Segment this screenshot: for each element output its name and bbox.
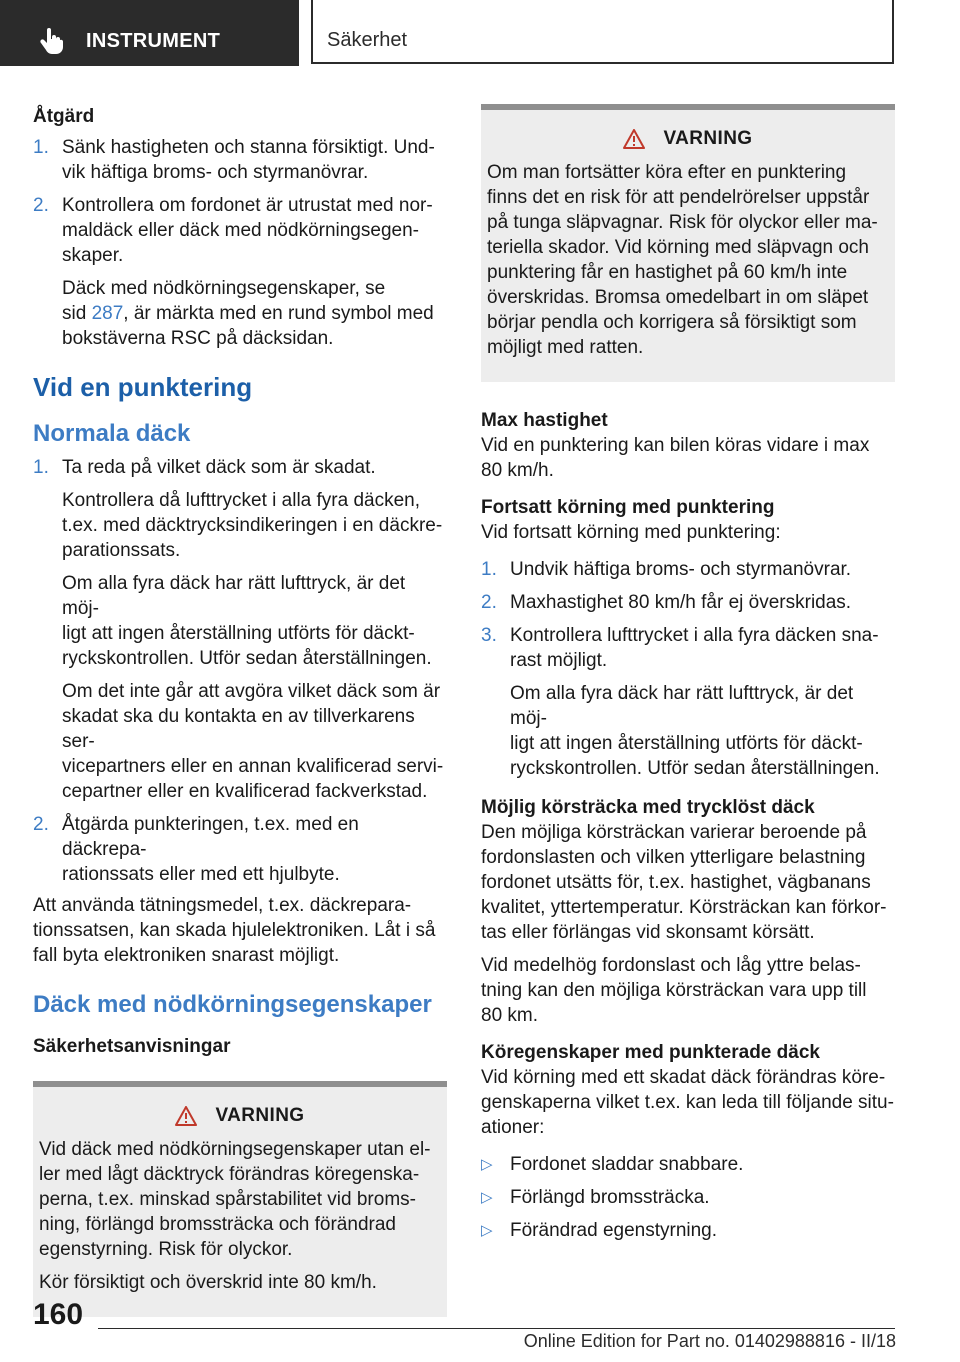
list-number: 2.: [481, 592, 497, 613]
mojlig-korstracka-heading: Möjlig körsträcka med trycklöst däck: [481, 797, 815, 818]
header-section-tab: [0, 0, 299, 66]
warning-label: VARNING: [663, 128, 753, 149]
list-number: 2.: [33, 195, 49, 216]
footer-divider: [98, 1328, 895, 1329]
heading-normala-dack: Normala däck: [33, 420, 191, 447]
edition-footer: Online Edition for Part no. 01402988816 - II/18: [523, 1331, 896, 1351]
list-number: 2.: [33, 814, 49, 835]
list-number: 1.: [481, 559, 497, 580]
list-item: 1. Sänk hastigheten och stanna försiktigt. Und- vik häftiga broms- och styrmanövrar.: [33, 137, 435, 183]
list-item: ▷ Fordonet sladdar snabbare.: [481, 1154, 744, 1175]
bullet-triangle-icon: ▷: [481, 1156, 493, 1173]
warning-box: VARNING Om man fortsätter köra efter en punktering finns det en risk för att pendelrörelser uppstår på tunga släpvagnar. Risk för olyckor eller ma- teriella skador. Vid körning med släpvagn och punktering får en hastighet på 60 km/h inte överskridas. Bromsa omedelbart in om släpet börjar pendla och korrigera så försiktigt som möjligt med ratten.: [481, 104, 895, 382]
list-item: 2. Åtgärda punkteringen, t.ex. med en däckrepa- rationssats eller med ett hjulbyte.: [33, 814, 359, 885]
heading-vid-en-punktering: Vid en punktering: [33, 372, 253, 402]
hand-pointer-icon: [40, 28, 64, 54]
atgard-heading: Åtgärd: [33, 106, 95, 127]
heading-nodkorning: Däck med nödkörningsegenskaper: [33, 991, 432, 1018]
warning-label: VARNING: [215, 1105, 305, 1126]
list-item: ▷ Förändrad egenstyrning.: [481, 1220, 718, 1241]
fortsatt-list: [481, 557, 895, 781]
warning-triangle-icon: [623, 129, 645, 149]
list-number: 1.: [33, 137, 49, 158]
page-reference-link[interactable]: 287: [91, 303, 124, 324]
bullet-triangle-icon: ▷: [481, 1222, 493, 1239]
chapter-title: Säkerhet: [327, 29, 408, 51]
atgard-list: [33, 135, 447, 351]
koregenskaper-bullets: [481, 1152, 895, 1243]
fortsatt-heading: Fortsatt körning med punktering: [481, 497, 775, 518]
section-title: INSTRUMENT: [86, 30, 221, 52]
tatning-paragraph: Att använda tätningsmedel, t.ex. däckrepara- tionssatsen, kan skada hjulelektroniken. Låt i så fall byta elektroniken snarast möjligt.: [33, 895, 436, 966]
koregenskaper-heading: Köregenskaper med punkterade däck: [481, 1042, 820, 1063]
list-item: ▷ Förlängd bromssträcka.: [481, 1187, 710, 1208]
list-item: 2. Maxhastighet 80 km/h får ej överskridas.: [481, 592, 852, 613]
bullet-triangle-icon: ▷: [481, 1189, 493, 1206]
list-number: 1.: [33, 457, 49, 478]
normala-list: [33, 455, 447, 887]
list-item: 2. Kontrollera om fordonet är utrustat med nor- maldäck eller däck med nödkörningsegen- skaper. Däck med nödkörningsegenskaper, se sid 287, är märkta med en rund symbol med bokstäverna RSC på däcksidan.: [33, 195, 434, 349]
sakerhet-heading: Säkerhetsanvisningar: [33, 1036, 231, 1057]
warning-box: VARNING Vid däck med nödkörningsegenskaper utan el- ler med lågt däcktryck förändras köregenska- perna, t.ex. minskad spårstabilitet vid broms- ning, förlängd bromssträcka och förändrad egenstyrning. Risk för olyckor. Kör försiktigt och överskrid inte 80 km/h.: [33, 1081, 447, 1317]
left-column: [33, 100, 447, 1317]
list-number: 3.: [481, 625, 497, 646]
warning-triangle-icon: [175, 1106, 197, 1126]
max-hastighet-heading: Max hastighet: [481, 410, 608, 431]
list-item: 1. Undvik häftiga broms- och styrmanövrar.: [481, 559, 852, 580]
header-chapter-box: [311, 0, 894, 64]
right-column: VARNING Om man fortsätter köra efter en punktering finns det en risk för att pendelrörelser uppstår på tunga släpvagnar. Risk för olyckor eller ma- teriella skador. Vid körning med släpvagn och punktering får en hastighet på 60 km/h inte överskridas. Bromsa omedelbart in om släpet börjar pendla och korrigera så försiktigt som möjligt med ratten. Max hastighet Vid en punktering kan bilen köras vidare i max 80 km/h. Fortsatt körning med punktering Vid fortsatt körning med punktering: 1. Undvik häftiga broms- och styrmanövrar. 2. Maxhastighet 80 km/h får ej överskridas. 3. Kontrollera lufttrycket i alla fyra däcken sna- rast möjligt. Om alla fyra däck har rätt lufttryck, är det möj- ligt att ingen återställning utförts för däckt- ryckskontrollen. Utför sedan återställningen. Möjlig körsträcka med trycklöst däck Den möjliga körsträckan varierar beroende på fordonslasten och vilken ytterligare belastning fordonet utsätts för, t.ex. hastighet, vägbanans kvalitet, yttertemperatur. Körsträckan kan förkor- tas eller förlängas vid skonsamt körsätt. Vid medelhög fordonslast och låg yttre belas- tning kan den möjliga körsträckan vara upp till 80 km. Köregenskaper med punkterade däck Vid körning med ett skadat däck förändras köre- genskaperna vilket t.ex. kan leda till följande situ- ationer: ▷ Fordonet sladdar snabbare. ▷ Förlängd bromssträcka. ▷ Förändrad egenstyrning.: [481, 104, 895, 1243]
list-item: 3. Kontrollera lufttrycket i alla fyra däcken sna- rast möjligt. Om alla fyra däck har rätt lufttryck, är det möj- ligt att ingen återställning utförts för däckt- ryckskontrollen. Utför sedan återställningen.: [481, 625, 880, 779]
list-item: 1. Ta reda på vilket däck som är skadat. Kontrollera då lufttrycket i alla fyra däcken, t.ex. med däcktrycksindikeringen i en däckre- parationssats. Om alla fyra däck har rätt lufttryck, är det möj- ligt att ingen återställning utförts för däckt- ryckskontrollen. Utför sedan återställningen. Om det inte går att avgöra vilket däck som är skadat ska du kontakta en av tillverkarens ser- vicepartners eller en annan kvalificerad servi- cepartner eller en kvalificerad fackverkstad.: [33, 457, 444, 802]
page-number: 160: [33, 1298, 84, 1331]
